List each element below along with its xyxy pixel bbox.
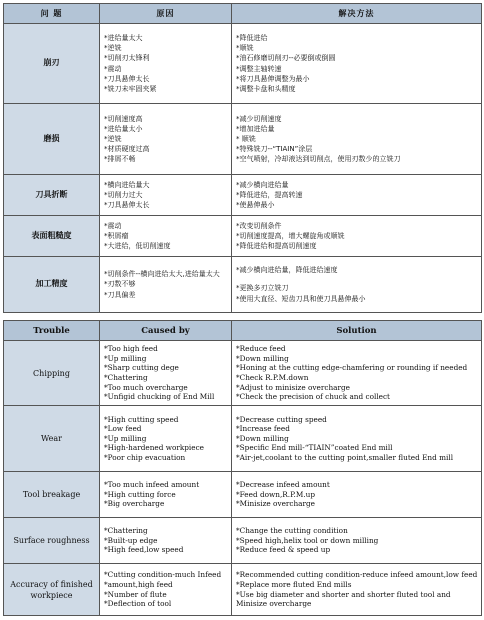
list-item: *Chattering [104, 373, 148, 382]
list-item: *将刀具悬伸调整为最小 [236, 74, 310, 83]
list-item: *High feed,low speed [104, 545, 184, 555]
list-item: *Down milling [236, 353, 289, 363]
list-item: *Unfigid chucking of End Mill [104, 392, 215, 402]
list-item: *切削速度高 [104, 114, 143, 123]
table-row [4, 406, 482, 472]
en-cause-list [100, 518, 232, 564]
list-item: *降低进给和提高切削速度 [236, 242, 317, 251]
en-cause-list [100, 406, 232, 472]
list-item: *Big overcharge [104, 499, 165, 509]
list-item: *震动 [104, 64, 122, 73]
list-item: * 顺铣 [236, 134, 256, 143]
cn-problem-name: 刀具折断 [4, 175, 100, 216]
en-header-trouble: Trouble [4, 321, 100, 341]
en-trouble-name: Surface roughness [4, 518, 100, 564]
list-item: *空气喷射，冷却液达到切削点，使用刃数少的立铣刀 [236, 155, 401, 164]
section-gap [4, 313, 482, 321]
table-row [4, 341, 482, 406]
list-item: *排屑不畅 [104, 155, 136, 164]
list-item: *Recommended cutting condition-reduce infeed amount,low feed [236, 570, 478, 580]
list-item: *Reduce feed & speed up [236, 545, 331, 555]
list-item: *大进给，低切削速度 [104, 242, 171, 251]
list-item: *油石修磨切削刃--必要倒或倒圆 [236, 54, 336, 63]
en-solution-list [232, 406, 482, 472]
cn-problem-name: 磨损 [4, 104, 100, 175]
list-item: *铣刀未牢固夹紧 [104, 84, 157, 93]
list-item: *Cutting condition-much Infeed [104, 570, 222, 580]
table-row [4, 257, 482, 313]
list-item: *Specific End mill-“TIAIN”coated End mill [236, 443, 393, 453]
list-item: *调整主轴转速 [236, 64, 282, 73]
cn-problem-name: 加工精度 [4, 257, 100, 313]
list-item: *Low feed [104, 424, 142, 434]
list-item: *Too much overcharge [104, 382, 188, 392]
list-item: *High cutting force [104, 489, 176, 499]
list-item: *Up milling [104, 353, 147, 363]
list-item: *降低进给，提高转速 [236, 190, 303, 199]
cn-header-problem: 问 题 [4, 4, 100, 24]
list-item: *Replace more fluted End mills [236, 579, 352, 589]
en-trouble-name: Accuracy of finished workpiece [4, 564, 100, 616]
list-item: *调整卡盘和头精度 [236, 84, 296, 93]
list-item: *Built-up edge [104, 535, 158, 545]
list-item: *使用大直径、短齿刀具和使刀具悬伸最小 [236, 294, 366, 303]
list-item: *amount,high feed [104, 579, 173, 589]
cn-header-solution: 解决方法 [232, 4, 482, 24]
list-item: *特殊铣刀--“TIAIN”涂层 [236, 145, 313, 154]
cn-header-cause: 原因 [100, 4, 232, 24]
list-item: *Decrease infeed amount [236, 480, 330, 490]
list-item [236, 275, 477, 283]
list-item: *Adjust to minisize overcharge [236, 382, 350, 392]
list-item: *刀具悬伸太长 [104, 74, 150, 83]
list-item: *材质硬度过高 [104, 145, 150, 154]
list-item: *Poor chip evacuation [104, 452, 186, 462]
en-cause-list [100, 341, 232, 406]
list-item: *震动 [104, 221, 122, 230]
list-item: *Sharp cutting dege [104, 363, 179, 373]
en-solution-list [232, 341, 482, 406]
table-row [4, 216, 482, 257]
cn-problem-name: 崩刃 [4, 24, 100, 104]
list-item: *Deflection of tool [104, 599, 172, 609]
list-item: *Change the cutting condition [236, 526, 348, 536]
cn-cause-list [100, 104, 232, 175]
en-header-solution: Solution [232, 321, 482, 341]
en-solution-list [232, 564, 482, 616]
en-trouble-name: Wear [4, 406, 100, 472]
en-header-row [4, 321, 482, 341]
list-item: *切削力过大 [104, 190, 143, 199]
list-item: *Check R.P.M.down [236, 373, 309, 382]
cn-problem-name: 表面粗糙度 [4, 216, 100, 257]
cn-solution-list [232, 216, 482, 257]
cn-header-row [4, 4, 482, 24]
list-item: *Chattering [104, 526, 148, 536]
list-item: *减少切削速度 [236, 114, 282, 123]
table-row [4, 564, 482, 616]
list-item: *减少横向进给量 [236, 180, 289, 189]
en-trouble-name: Chipping [4, 341, 100, 406]
list-item: *High cutting speed [104, 414, 179, 424]
en-solution-list [232, 518, 482, 564]
list-item: *积屑瘤 [104, 231, 129, 240]
list-item: *Speed high,helix tool or down milling [236, 535, 379, 545]
troubleshooting-sheet [3, 3, 481, 616]
en-trouble-name: Tool breakage [4, 472, 100, 518]
troubleshooting-table [3, 3, 482, 616]
list-item: *进给量太小 [104, 124, 143, 133]
list-item: *刃数不够 [104, 280, 136, 289]
list-item: *Down milling [236, 433, 289, 443]
cn-cause-list [100, 24, 232, 104]
list-item: *改变切削条件 [236, 221, 282, 230]
list-item: *刀具偏差 [104, 290, 136, 299]
list-item: *进给量太大 [104, 34, 143, 43]
cn-solution-list [232, 257, 482, 313]
cn-solution-list [232, 24, 482, 104]
list-item: *减少横向进给量，降低进给速度 [236, 266, 338, 275]
en-header-caused-by: Caused by [100, 321, 232, 341]
en-solution-list [232, 472, 482, 518]
cn-cause-list [100, 216, 232, 257]
table-row [4, 518, 482, 564]
list-item: *Feed down,R.P.M.up [236, 489, 315, 499]
cn-cause-list [100, 257, 232, 313]
list-item: *刀具悬伸太长 [104, 201, 150, 210]
cn-cause-list [100, 175, 232, 216]
en-cause-list [100, 564, 232, 616]
table-row [4, 104, 482, 175]
list-item: *High-hardened workpiece [104, 443, 204, 453]
list-item: *Decrease cutting speed [236, 414, 327, 424]
list-item: *Air-jet,coolant to the cutting point,smaller fluted End mill [236, 452, 454, 462]
list-item: *增加进给量 [236, 124, 275, 133]
list-item: *Check the precision of chuck and collect [236, 392, 390, 402]
list-item: *降低进给 [236, 34, 268, 43]
list-item: *Honing at the cutting edge-chamfering or rounding if needed [236, 363, 468, 373]
cn-solution-list [232, 175, 482, 216]
table-row [4, 472, 482, 518]
list-item: *顺铣 [236, 44, 254, 53]
table-row [4, 24, 482, 104]
list-item: *Reduce feed [236, 344, 286, 354]
en-cause-list [100, 472, 232, 518]
list-item: *使悬伸最小 [236, 201, 275, 210]
list-item: *横向进给量大 [104, 180, 150, 189]
list-item: *Too high feed [104, 344, 158, 354]
list-item: *Minisize overcharge [236, 499, 315, 509]
table-row [4, 175, 482, 216]
list-item: *切削刃太锋利 [104, 54, 150, 63]
list-item: *Use big diameter and shorter and shorter fluted tool and Minisize overcharge [236, 589, 451, 609]
list-item: *Too much infeed amount [104, 480, 200, 490]
list-item: *切削速度提高，增大螺旋角或顺铣 [236, 231, 345, 240]
list-item: *逆铣 [104, 44, 122, 53]
list-item: *切削条件--横向进给太大,进给量太大 [104, 270, 220, 279]
list-item: *Up milling [104, 433, 147, 443]
list-item: *更换多刃立铣刀 [236, 284, 289, 293]
list-item: *逆铣 [104, 134, 122, 143]
list-item: *Number of flute [104, 589, 167, 599]
list-item: *Increase feed [236, 424, 290, 434]
cn-solution-list [232, 104, 482, 175]
